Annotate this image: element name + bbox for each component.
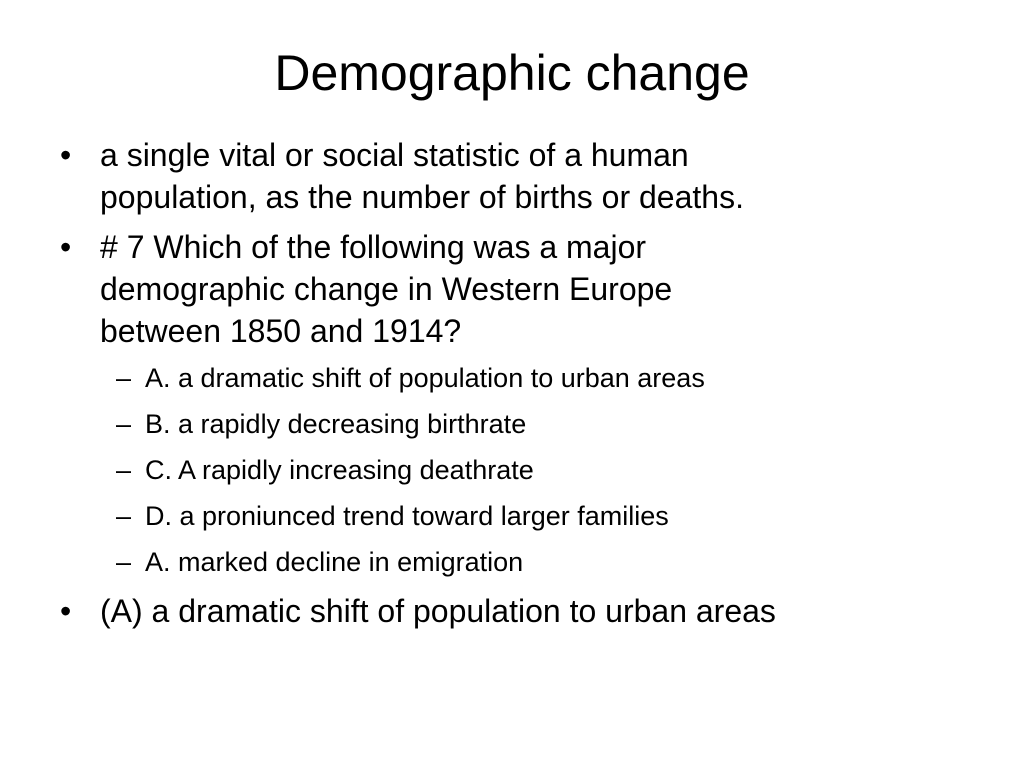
sub-bullet-marker: – <box>116 363 132 393</box>
bullet-line: # 7 Which of the following was a major <box>100 229 647 265</box>
answer-option-text: C. A rapidly increasing deathrate <box>145 455 534 485</box>
answer-option-text: B. a rapidly decreasing birthrate <box>145 409 527 439</box>
bullet-answer <box>56 590 976 632</box>
answer-option <box>56 544 976 580</box>
answer-option <box>56 406 976 442</box>
bullet-marker: • <box>60 229 72 265</box>
bullet-definition <box>56 134 976 218</box>
bullet-line: population, as the number of births or deaths. <box>100 179 744 215</box>
sub-bullet-marker: – <box>116 455 132 485</box>
answer-option <box>56 452 976 488</box>
bullet-line: (A) a dramatic shift of population to urban areas <box>100 593 776 629</box>
sub-bullet-marker: – <box>116 409 132 439</box>
bullet-question <box>56 226 976 352</box>
sub-bullet-marker: – <box>116 547 132 577</box>
bullet-marker: • <box>60 593 72 629</box>
bullet-marker: • <box>60 137 72 173</box>
slide-body <box>56 134 976 640</box>
answer-options <box>56 360 976 580</box>
bullet-line: demographic change in Western Europe <box>100 271 673 307</box>
bullet-line: a single vital or social statistic of a human <box>100 137 689 173</box>
answer-option-text: A. marked decline in emigration <box>145 547 524 577</box>
sub-bullet-marker: – <box>116 501 132 531</box>
answer-option-text: D. a proniunced trend toward larger families <box>145 501 669 531</box>
answer-option <box>56 498 976 534</box>
slide-title: Demographic change <box>274 45 750 101</box>
bullet-line: between 1850 and 1914? <box>100 313 462 349</box>
answer-option-text: A. a dramatic shift of population to urban areas <box>145 363 705 393</box>
answer-option <box>56 360 976 396</box>
